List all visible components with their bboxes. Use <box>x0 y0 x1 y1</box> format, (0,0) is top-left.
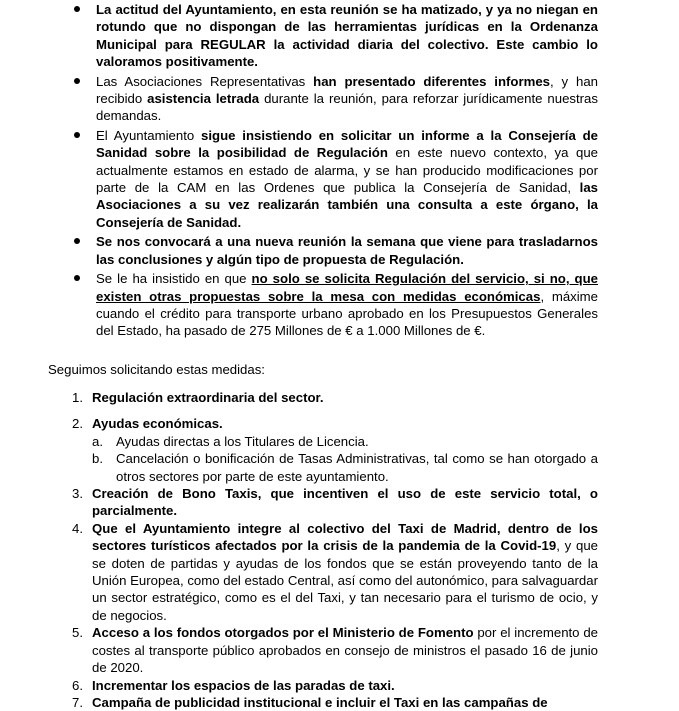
measure-item: 3. Creación de Bono Taxis, que incentiven el uso de este servicio total, o parcialmente. <box>72 486 598 519</box>
measures-list <box>72 389 598 711</box>
bullet-dot-icon <box>74 275 80 281</box>
measure-item: 1. Regulación extraordinaria del sector. <box>72 390 324 405</box>
bullet-item: El Ayuntamiento sigue insistiendo en solicitar un informe a la Consejería de Sanidad sobre la posibilidad de Regulación en este nuevo contexto, ya que actualmente estamos en estado de alarma, y se han producido modificaciones por parte de la CAM en las Ordenes que publica la Consejería de Sanidad, las Asociaciones a su vez realizarán también una consulta a este órgano, la Consejería de Sanidad. <box>96 127 598 231</box>
intro-text: Seguimos solicitando estas medidas: <box>48 362 265 377</box>
bullet-list <box>96 1 598 342</box>
bullet-item: Se nos convocará a una nueva reunión la semana que viene para trasladarnos las conclusiones y algún tipo de propuesta de Regulación. <box>96 233 598 268</box>
bullet-dot-icon <box>74 6 80 12</box>
bullet-dot-icon <box>74 78 80 84</box>
bullet-dot-icon <box>74 132 80 138</box>
bullet-item: Las Asociaciones Representativas han presentado diferentes informes, y han recibido asistencia letrada durante la reunión, para reforzar jurídicamente nuestras demandas. <box>96 73 598 125</box>
bullet-item: Se le ha insistido en que no solo se solicita Regulación del servicio, si no, que existen otras propuestas sobre la mesa con medidas económicas, máxime cuando el crédito para transporte urbano aprobado en los Presupuestos Generales del Estado, ha pasado de 275 Millones de € a 1.000 Millones de €. <box>96 270 598 340</box>
sub-item: b. Cancelación o bonificación de Tasas Administrativas, tal como se han otorgado a otros sectores por parte de este ayuntamiento. <box>92 451 598 484</box>
measure-item: 6. Incrementar los espacios de las paradas de taxi. <box>72 677 395 693</box>
measure-sublist <box>92 433 598 485</box>
measure-item: 4. Que el Ayuntamiento integre al colectivo del Taxi de Madrid, dentro de los sectores turísticos afectados por la crisis de la pandemia de la Covid-19, y que se doten de partidas y ayudas de los fondos que se están proveyendo tanto de la Unión Europea, como del estado Central, así como del autonómico, para salvaguardar un sector estratégico, como es el del Taxi, y tan necesario para el turismo de ocio, y de negocios. <box>72 520 598 623</box>
measure-item: 7. Campaña de publicidad institucional e incluir el Taxi en las campañas de <box>72 694 548 710</box>
measure-item: 2. Ayudas económicas. a. Ayudas directas a los Titulares de Licencia. b. Cancelación o bonificación de Tasas Administrativas, tal como se han otorgado a otros sectores por parte de este ayuntamiento. <box>72 416 598 484</box>
sub-item: a. Ayudas directas a los Titulares de Licencia. <box>92 433 369 449</box>
bullet-dot-icon <box>74 238 80 244</box>
bullet-item: La actitud del Ayuntamiento, en esta reunión se ha matizado, y ya no niegan en rotundo que no dispongan de las herramientas jurídicas en la Ordenanza Municipal para REGULAR la actividad diaria del colectivo. Este cambio lo valoramos positivamente. <box>96 1 598 71</box>
measure-item: 5. Acceso a los fondos otorgados por el Ministerio de Fomento por el incremento de costes al transporte público aprobados en consejo de ministros el pasado 16 de junio de 2020. <box>72 625 598 676</box>
